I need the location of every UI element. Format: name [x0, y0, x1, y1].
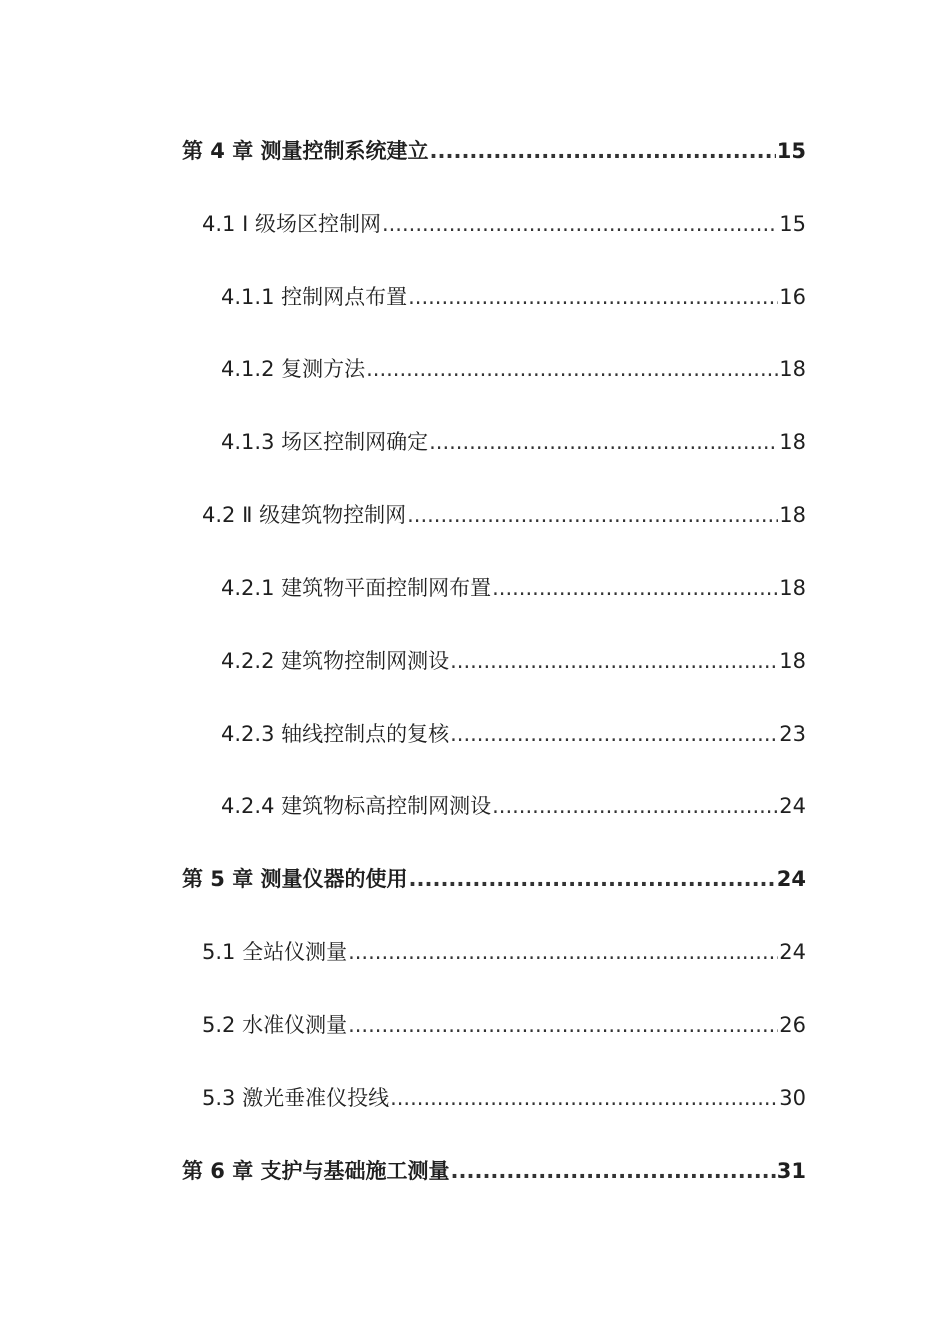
toc-entry-page: 30 — [779, 1086, 806, 1110]
dot-leader — [390, 1083, 778, 1113]
toc-entry-page: 18 — [779, 430, 806, 454]
dot-leader — [430, 136, 776, 166]
dot-leader — [348, 937, 778, 967]
toc-entry-title: 4.2 Ⅱ 级建筑物控制网 — [202, 503, 407, 527]
toc-entry-title: 5.3 激光垂准仪投线 — [202, 1086, 390, 1110]
dot-leader — [408, 282, 778, 312]
toc-entry-5-3[interactable] — [202, 1083, 806, 1113]
toc-entry-page: 26 — [779, 1013, 806, 1037]
toc-entry-4-2-1[interactable] — [221, 573, 806, 603]
toc-entry-page: 18 — [779, 576, 806, 600]
toc-entry-title: 5.1 全站仪测量 — [202, 940, 348, 964]
toc-entry-page: 18 — [779, 649, 806, 673]
dot-leader — [451, 1156, 776, 1186]
toc-entry-title: 4.1.3 场区控制网确定 — [221, 430, 429, 454]
toc-entry-4-1-3[interactable] — [221, 427, 806, 457]
dot-leader — [429, 427, 778, 457]
toc-entry-title: 4.1.1 控制网点布置 — [221, 285, 408, 309]
toc-entry-page: 15 — [776, 139, 806, 163]
toc-entry-4-1-2[interactable] — [221, 354, 806, 384]
toc-entry-4-2-4[interactable] — [221, 791, 806, 821]
toc-entry-page: 24 — [779, 940, 806, 964]
toc-entry-page: 18 — [779, 357, 806, 381]
toc-entry-5-2[interactable] — [202, 1010, 806, 1040]
toc-entry-title: 4.1.2 复测方法 — [221, 357, 366, 381]
toc-entry-4-2-3[interactable] — [221, 719, 806, 749]
toc-entry-page: 15 — [779, 212, 806, 236]
toc-entry-title: 5.2 水准仪测量 — [202, 1013, 348, 1037]
toc-entry-chapter-5[interactable] — [182, 864, 806, 894]
toc-entry-title: 4.2.1 建筑物平面控制网布置 — [221, 576, 492, 600]
toc-entry-chapter-4[interactable] — [182, 136, 806, 166]
toc-entry-4-2[interactable] — [202, 500, 806, 530]
dot-leader — [492, 791, 778, 821]
toc-entry-title: 4.1 Ⅰ 级场区控制网 — [202, 212, 381, 236]
toc-entry-page: 23 — [779, 722, 806, 746]
dot-leader — [366, 354, 778, 384]
dot-leader — [348, 1010, 778, 1040]
toc-entry-page: 31 — [776, 1159, 806, 1183]
toc-entry-page: 16 — [779, 285, 806, 309]
toc-entry-title: 4.2.4 建筑物标高控制网测设 — [221, 794, 492, 818]
dot-leader — [407, 500, 778, 530]
dot-leader — [382, 209, 778, 239]
toc-entry-page: 18 — [779, 503, 806, 527]
dot-leader — [409, 864, 776, 894]
toc-entry-4-2-2[interactable] — [221, 646, 806, 676]
toc-entry-4-1-1[interactable] — [221, 282, 806, 312]
dot-leader — [450, 646, 778, 676]
toc-entry-title: 4.2.3 轴线控制点的复核 — [221, 722, 450, 746]
toc-entry-page: 24 — [776, 867, 806, 891]
dot-leader — [450, 719, 778, 749]
toc-entry-title: 第 5 章 测量仪器的使用 — [182, 867, 408, 891]
dot-leader — [492, 573, 778, 603]
toc-entry-5-1[interactable] — [202, 937, 806, 967]
toc-entry-title: 第 4 章 测量控制系统建立 — [182, 139, 429, 163]
toc-entry-page: 24 — [779, 794, 806, 818]
toc-entry-chapter-6[interactable] — [182, 1156, 806, 1186]
toc-entry-4-1[interactable] — [202, 209, 806, 239]
toc-entry-title: 4.2.2 建筑物控制网测设 — [221, 649, 450, 673]
toc-entry-title: 第 6 章 支护与基础施工测量 — [182, 1159, 450, 1183]
